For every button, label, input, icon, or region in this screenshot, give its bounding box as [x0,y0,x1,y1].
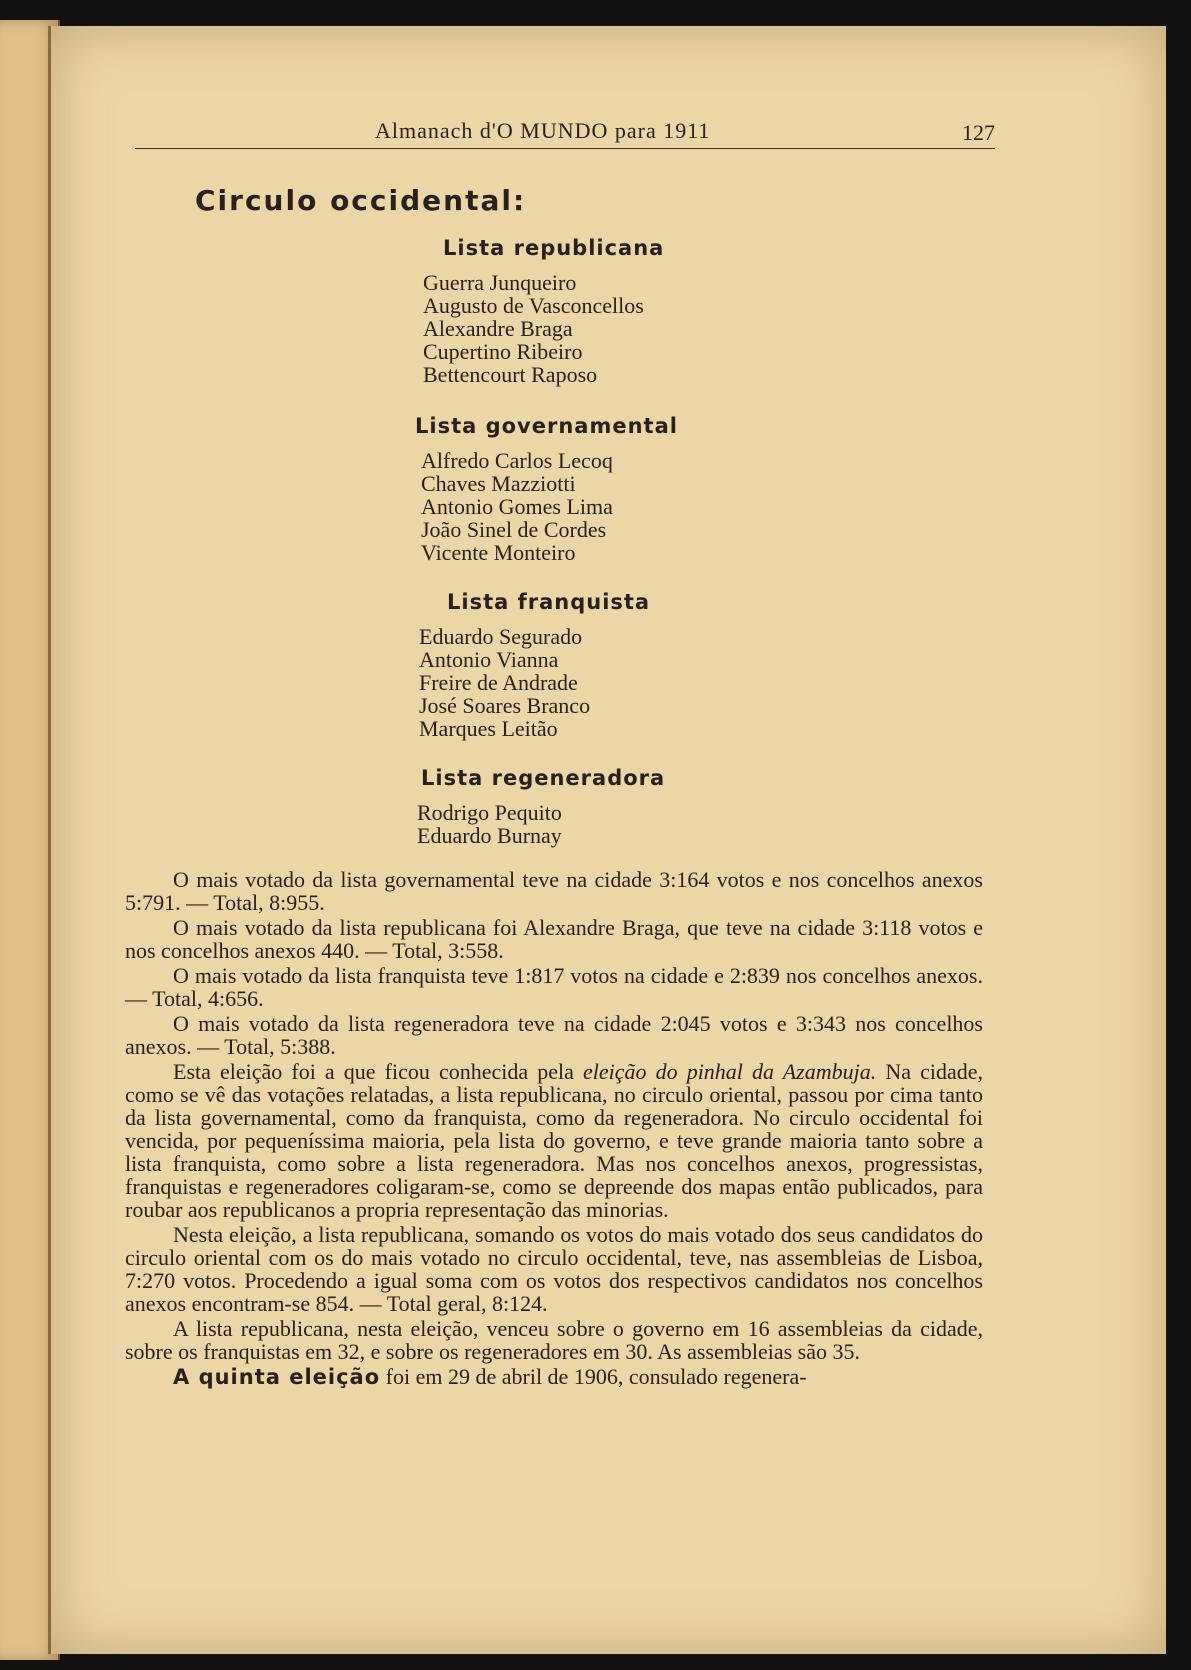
list-item: Bettencourt Raposo [423,362,598,387]
paragraph-text: Esta eleição foi a que ficou conhecida pela [173,1059,583,1084]
list-item: Eduardo Segurado [419,624,583,649]
paragraph: O mais votado da lista governamental teve na cidade 3:164 votos e nos concelhos anexos 5:791. — Total, 8:955. [125,867,983,915]
list-republicana [423,271,644,386]
list-governamental [421,449,613,564]
list-item: Chaves Mazziotti [421,471,576,496]
italic-phrase: eleição do pinhal da Azambuja. [582,1059,877,1084]
list-item: Antonio Gomes Lima [421,494,613,519]
paragraph: Nesta eleição, a lista republicana, somando os votos do mais votado dos seus candidatos do circulo oriental com os do mais votado no circulo occidental, teve, nas assembleias de Lisboa, 7:270 votos. Procedendo a igual soma com os votos dos respectivos candidatos nos concelhos anexos encontram-se 854. — Total geral, 8:124. [125,1222,983,1316]
paragraph-text: Na cidade, como se vê das votações relatadas, a lista republicana, no circulo oriental, passou por cima tanto da lista governamental, como da franquista, como da regeneradora. No circulo occidental foi vencida, por pequeníssima maioria, pela lista do governo, e teve grande maioria tanto sobre a lista franquista, como sobre a lista regeneradora. Mas nos concelhos anexos, progressistas, franquistas e regeneradores coligaram-se, como se depreende dos mapas então publicados, para roubar aos republicanos a propria representação das minorias. [125,1059,983,1222]
paragraph: O mais votado da lista regeneradora teve na cidade 2:045 votos e 3:343 nos concelhos anexos. — Total, 5:388. [125,1011,983,1059]
list-heading-regeneradora: Lista regeneradora [421,766,666,790]
list-regeneradora [417,801,562,847]
list-item: Freire de Andrade [419,670,578,695]
list-item: Eduardo Burnay [417,823,562,848]
list-heading-governamental: Lista governamental [415,414,678,438]
list-heading-franquista: Lista franquista [447,590,651,614]
section-title: Circulo occidental: [195,184,527,217]
page-number: 127 [962,120,995,145]
paragraph: O mais votado da lista republicana foi Alexandre Braga, que teve na cidade 3:118 votos e nos concelhos anexos 440. — Total, 3:558. [125,915,983,963]
list-item: Alexandre Braga [423,316,573,341]
list-heading-republicana: Lista republicana [443,236,665,260]
list-item: Antonio Vianna [419,647,559,672]
list-item: Marques Leitão [419,716,558,741]
paragraph-text: foi em 29 de abril de 1906, consulado regenera- [380,1364,807,1389]
paragraph-pinhal [125,1060,983,1221]
lead-phrase: A quinta eleição [173,1365,381,1389]
paragraph: A lista republicana, nesta eleição, venceu sobre o governo em 16 assembleias da cidade, sobre os franquistas em 32, e sobre os regeneradores em 30. As assembleias são 35. [125,1316,983,1364]
list-item: Rodrigo Pequito [417,800,562,825]
list-franquista [419,625,590,740]
list-item: Cupertino Ribeiro [423,339,583,364]
page-header [135,118,995,149]
running-head: Almanach d'O MUNDO para 1911 [375,118,711,143]
list-item: José Soares Branco [419,693,591,718]
body-text [125,868,983,1391]
list-item: Guerra Junqueiro [423,270,577,295]
list-item: Vicente Monteiro [421,540,576,565]
list-item: João Sinel de Cordes [421,517,607,542]
list-item: Augusto de Vasconcellos [423,293,644,318]
paragraph: O mais votado da lista franquista teve 1:817 votos na cidade e 2:839 nos concelhos anexos. — Total, 4:656. [125,963,983,1011]
paragraph-last [125,1365,983,1389]
list-item: Alfredo Carlos Lecoq [421,448,613,473]
